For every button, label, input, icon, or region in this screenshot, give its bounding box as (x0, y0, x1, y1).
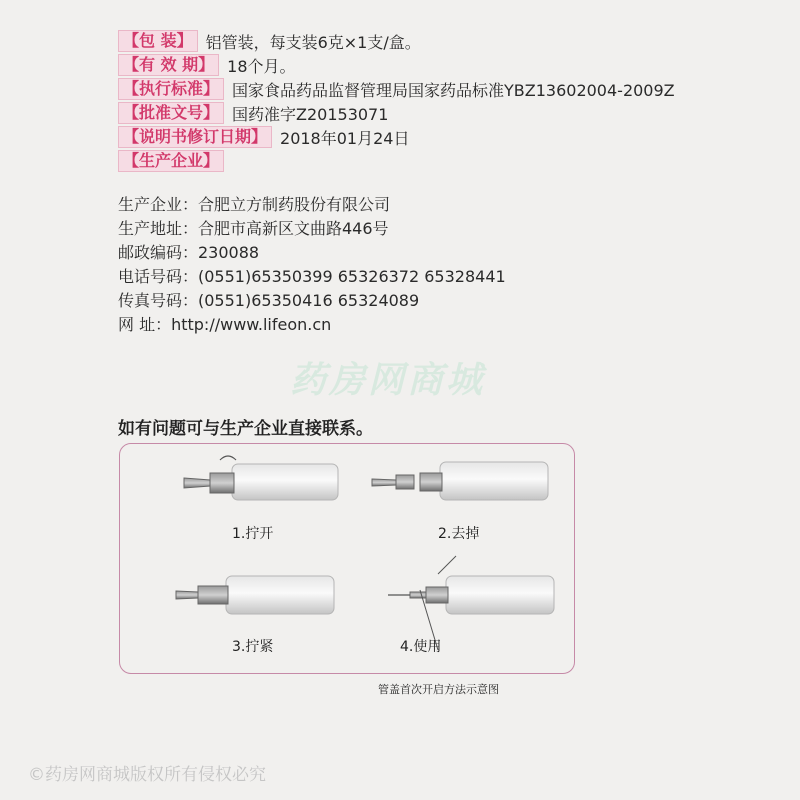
step2-tube (372, 462, 548, 500)
field-tag: 【执行标准】 (118, 78, 224, 100)
field-value: 18个月。 (227, 56, 296, 76)
field-value: 国药准字Z20153071 (232, 104, 389, 124)
contact-company: 生产企业：合肥立方制药股份有限公司 (118, 195, 391, 214)
diagram-caption: 管盖首次开启方法示意图 (378, 683, 499, 696)
step-label-open: 1.拧开 (232, 526, 274, 542)
diagram-box (119, 443, 575, 674)
contact-address: 生产地址：合肥市高新区文曲路446号 (118, 219, 389, 238)
contact-fax: 传真号码：(0551)65350416 65324089 (118, 291, 420, 310)
step1-tube (184, 456, 338, 500)
contact-website: 网 址：http://www.lifeon.cn (118, 315, 332, 334)
contact-postcode: 邮政编码：230088 (118, 243, 260, 262)
step-label-use: 4.使用 (400, 639, 442, 655)
copyright-watermark: ©药房网商城版权所有侵权必究 (28, 765, 266, 785)
field-packaging (118, 30, 421, 52)
step-label-remove: 2.去掉 (438, 526, 480, 542)
watermark: 药房网商城 (290, 360, 486, 401)
step3-tube (176, 576, 334, 614)
field-tag: 【包 装】 (118, 30, 198, 52)
field-tag: 【批准文号】 (118, 102, 224, 124)
contact-phone: 电话号码：(0551)65350399 65326372 65328441 (118, 267, 506, 286)
field-value: 2018年01月24日 (280, 128, 410, 148)
contact-notice: 如有问题可与生产企业直接联系。 (118, 419, 373, 439)
field-approval (118, 102, 388, 124)
field-expiry (118, 54, 296, 76)
tube-illustrations (120, 444, 576, 675)
field-tag: 【生产企业】 (118, 150, 224, 172)
field-value: 国家食品药品监督管理局国家药品标准YBZ13602004-2009Z (232, 80, 675, 100)
field-value: 铝管装，每支装6克×1支/盒。 (205, 32, 421, 52)
field-revision-date (118, 126, 409, 148)
field-tag: 【说明书修订日期】 (118, 126, 272, 148)
step-label-tighten: 3.拧紧 (232, 639, 274, 655)
field-tag: 【有 效 期】 (118, 54, 219, 76)
field-manufacturer (118, 150, 232, 172)
field-standard (118, 78, 675, 100)
